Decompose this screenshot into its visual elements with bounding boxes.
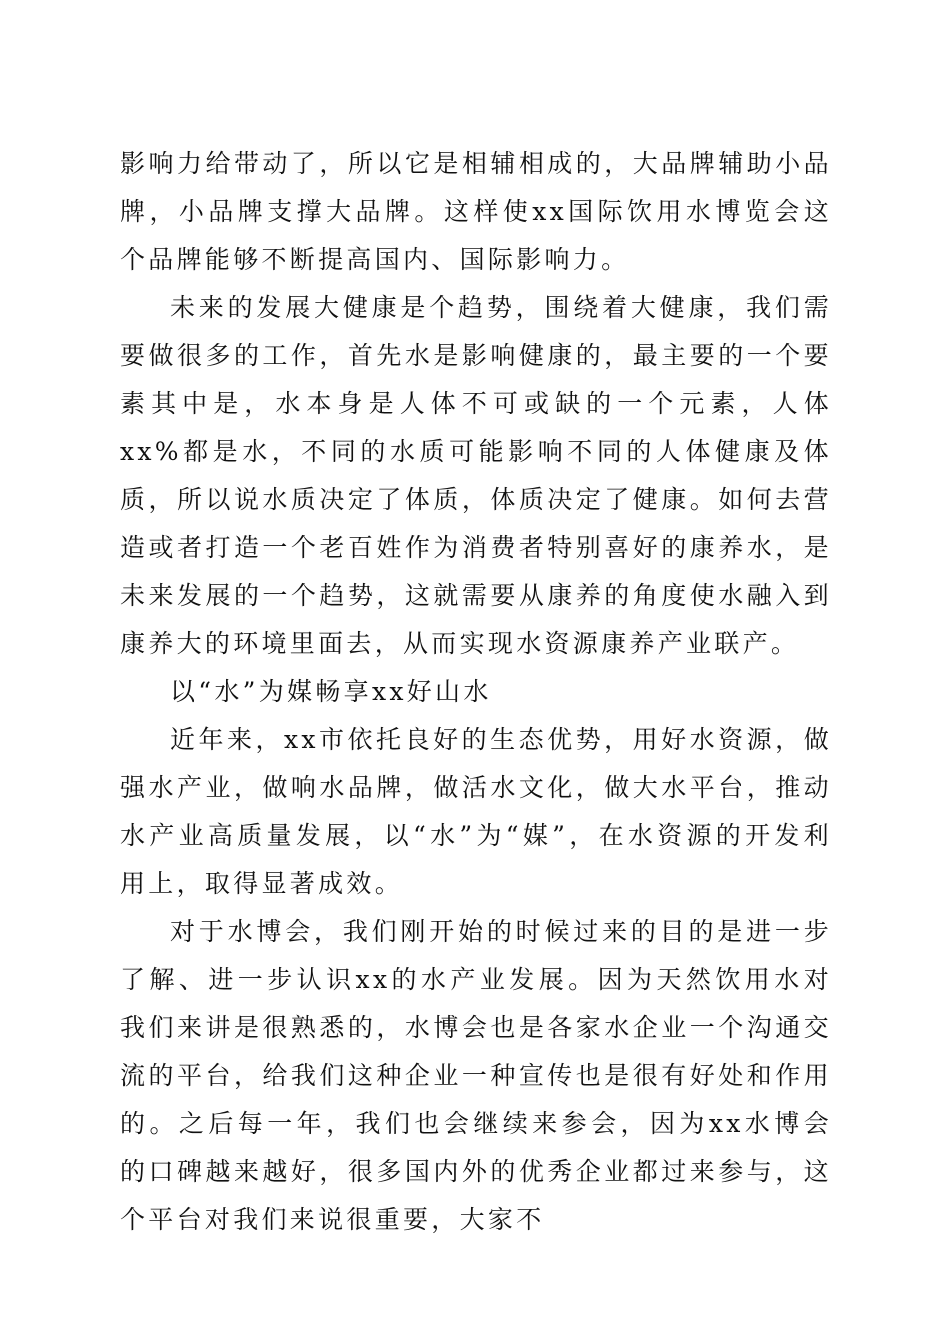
section-heading: 以“水”为媒畅享xx好山水 bbox=[170, 677, 492, 706]
paragraph-continuation: 影响力给带动了，所以它是相辅相成的，大品牌辅助小品牌，小品牌支撑大品牌。这样使xx国际饮用水博览会这个品牌能够不断提高国内、国际影响力。 bbox=[120, 149, 832, 274]
paragraph-city-water-industry: 近年来，xx市依托良好的生态优势，用好水资源，做强水产业，做响水品牌，做活水文化，做大水平台，推动水产业高质量发展，以“水”为“媒”，在水资源的开发利用上，取得显著成效。 bbox=[120, 725, 832, 898]
paragraph-health-trend: 未来的发展大健康是个趋势，围绕着大健康，我们需要做很多的工作，首先水是影响健康的，最主要的一个要素其中是，水本身是人体不可或缺的一个元素，人体xx%都是水，不同的水质可能影响不同的人体健康及体质，所以说水质决定了体质，体质决定了健康。如何去营造或者打造一个老百姓作为消费者特别喜好的康养水，是未来发展的一个趋势，这就需要从康养的角度使水融入到康养大的环境里面去，从而实现水资源康养产业联产。 bbox=[120, 293, 832, 658]
paragraph-expo-participation: 对于水博会，我们刚开始的时候过来的目的是进一步了解、进一步认识xx的水产业发展。因为天然饮用水对我们来讲是很熟悉的，水博会也是各家水企业一个沟通交流的平台，给我们这种企业一种宣传也是很有好处和作用的。之后每一年，我们也会继续来参会，因为xx水博会的口碑越来越好，很多国内外的优秀企业都过来参与，这个平台对我们来说很重要，大家不 bbox=[120, 917, 832, 1234]
document-body bbox=[120, 140, 832, 1244]
